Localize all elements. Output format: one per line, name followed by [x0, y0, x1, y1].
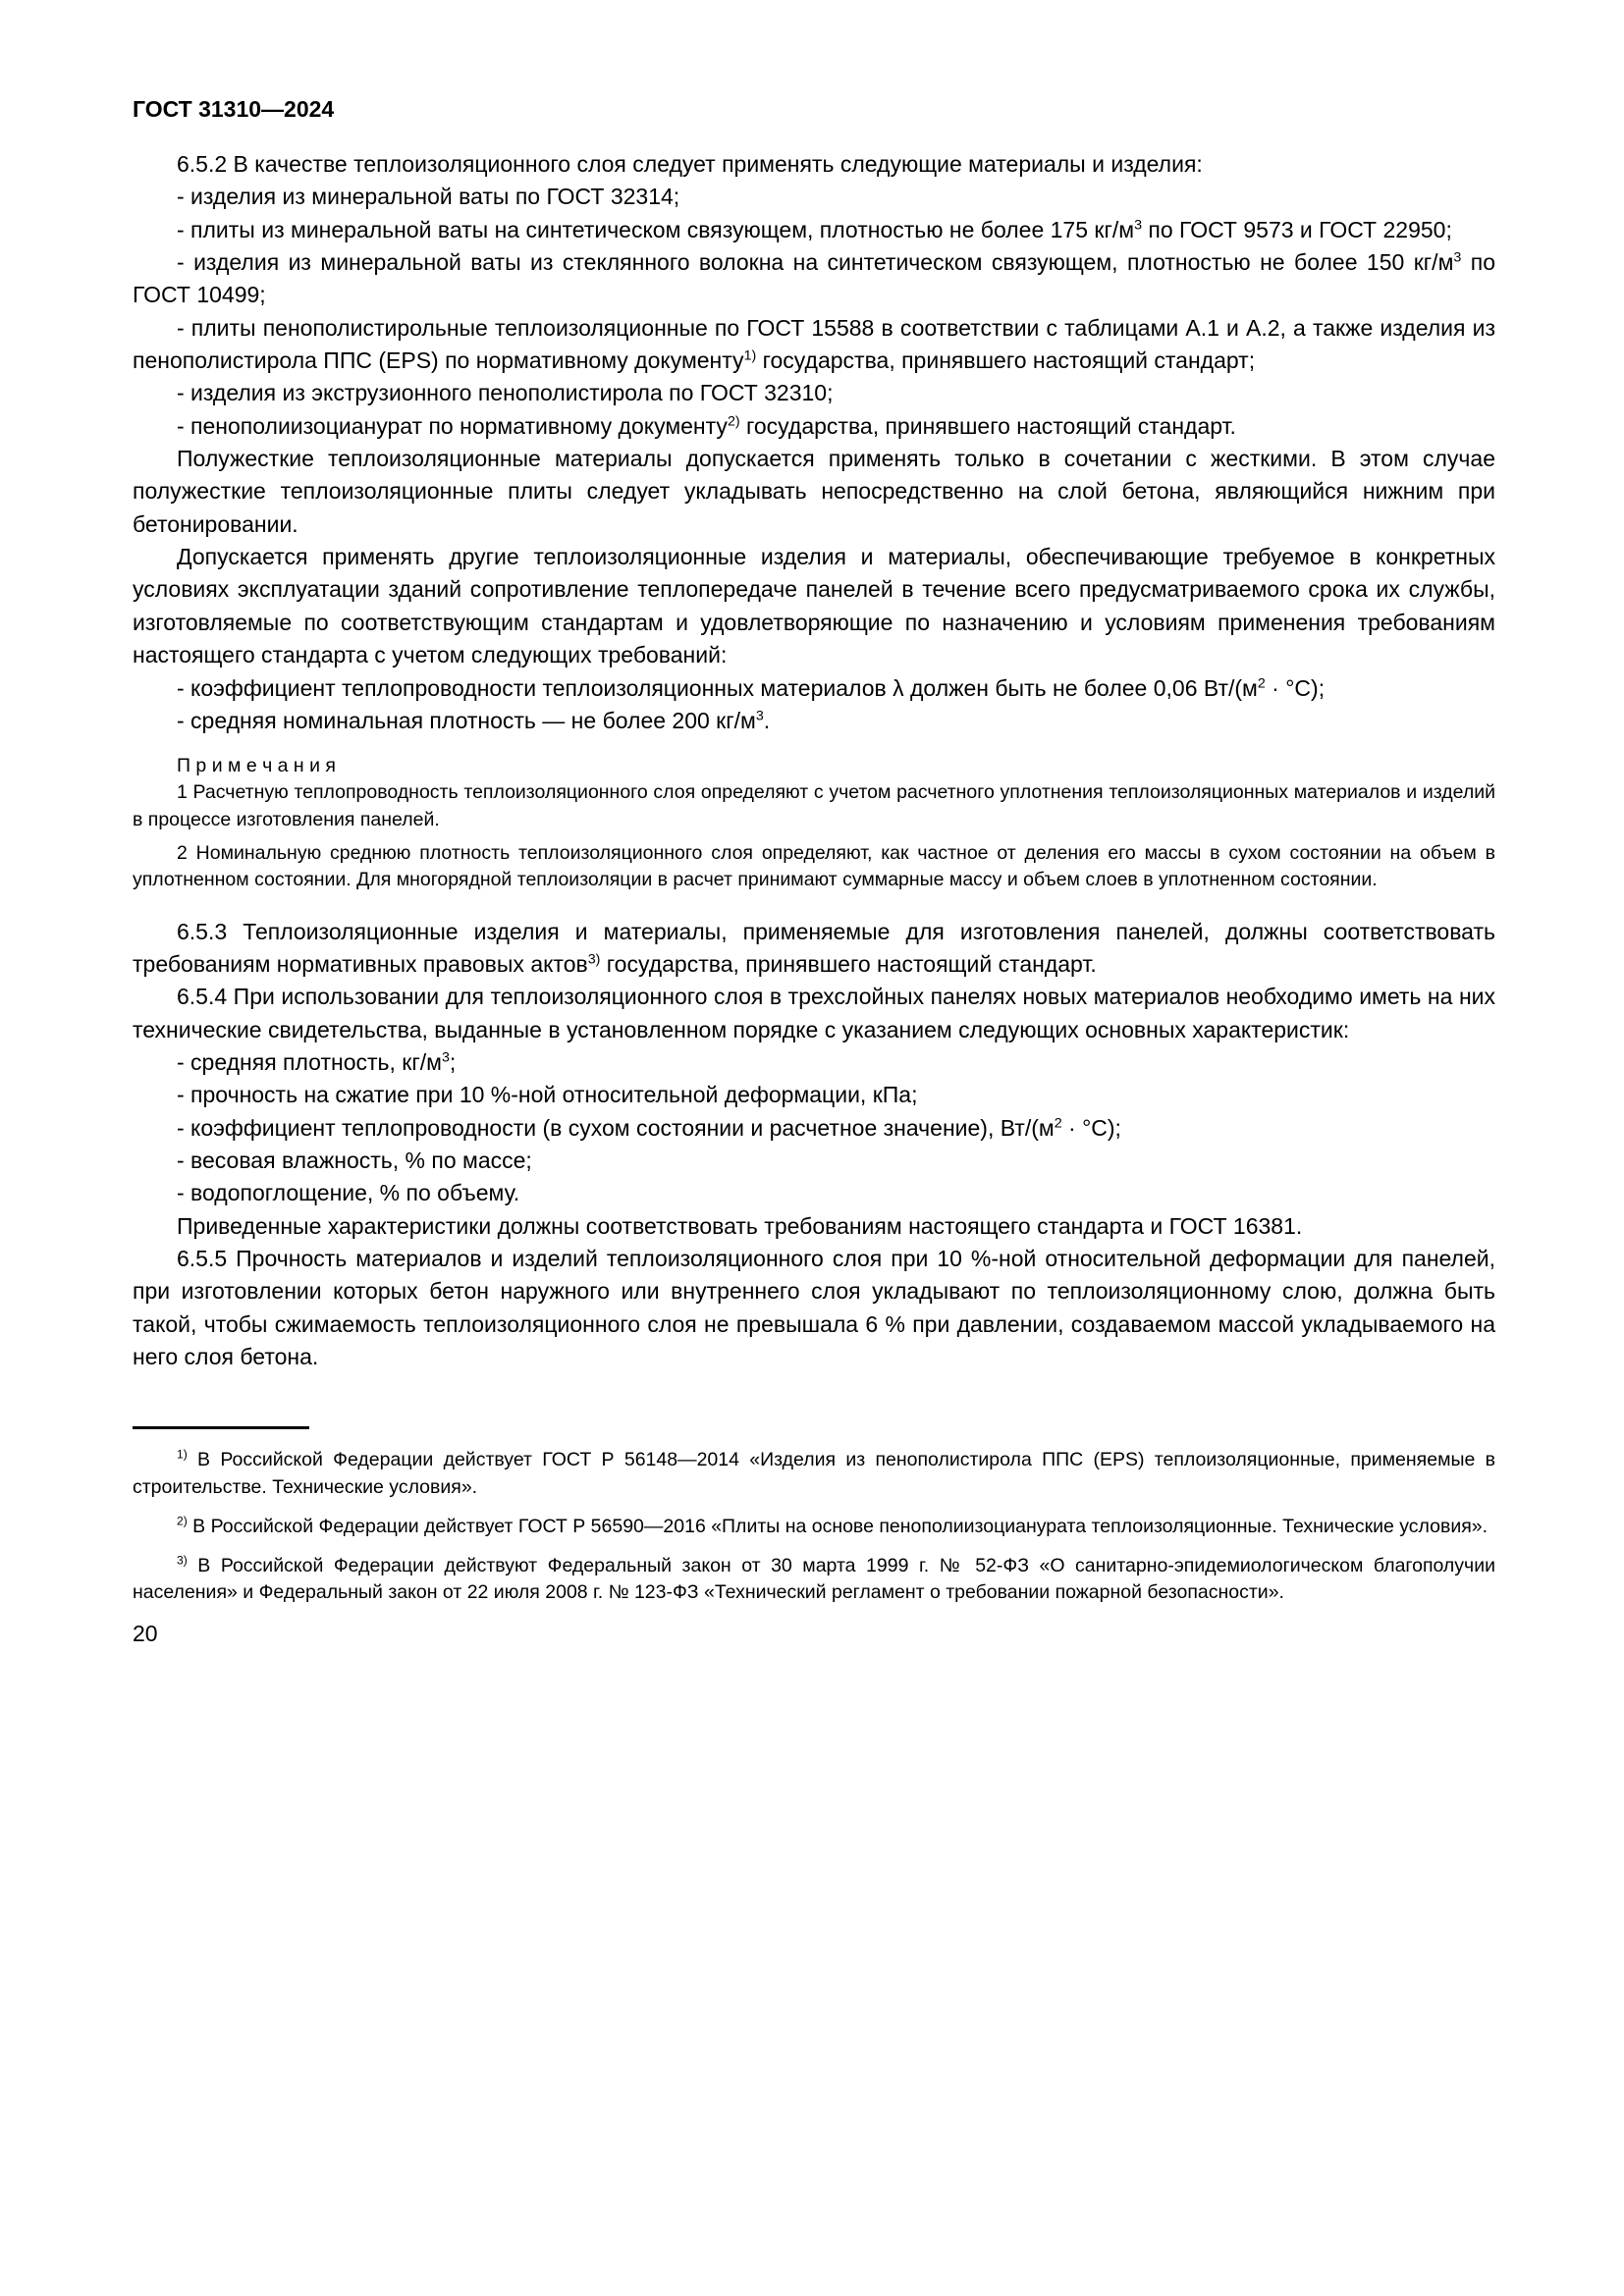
- text-run: - плиты из минеральной ваты на синтетическом связующем, плотностью не более 175 кг/м: [177, 216, 1135, 242]
- paragraph: [133, 705, 1495, 737]
- page-number: 20: [133, 1620, 158, 1646]
- text-run: В Российской Федерации действуют Федеральный закон от 30 марта 1999 г. № 52-ФЗ «О санитарно-эпидемиологическом благополучии населения» и Федеральный закон от 22 июля 2008 г. № 123-ФЗ «Технический регламент о требовании пожарной безопасности».: [133, 1554, 1495, 1604]
- text-run: 2 Номинальную среднюю плотность теплоизоляционного слоя определяют, как частное от деления его массы в сухом состоянии на объем в уплотненном состоянии. Для многорядной теплоизоляции в расчет принимают суммарные массу и объем слоев в уплотненном состоянии.: [133, 842, 1495, 891]
- text-run: - весовая влажность, % по массе;: [177, 1148, 532, 1174]
- footnote: [133, 1514, 1495, 1541]
- text-run: .: [763, 707, 771, 733]
- footnotes-section: [133, 1447, 1495, 1606]
- superscript: 3): [587, 951, 601, 968]
- paragraph: [133, 541, 1495, 671]
- paragraph: [133, 246, 1495, 312]
- text-run: · °С);: [1265, 674, 1326, 701]
- text-run: Допускается применять другие теплоизоляционные изделия и материалы, обеспечивающие требуемое в конкретных условиях эксплуатации зданий сопротивление теплопередаче панелей в течение всего предусматриваемого срока их службы, изготовляемые по соответствующим стандартам и удовлетворяющие по назначению и условиям применения требованиям настоящего стандарта с учетом следующих требований:: [133, 544, 1495, 668]
- text-run: 6.5.4 При использовании для теплоизоляционного слоя в трехслойных панелях новых материалов необходимо иметь на них технические свидетельства, выданные в установленном порядке с указанием следующих основных характеристик:: [133, 984, 1495, 1042]
- text-run: по ГОСТ 10499;: [133, 249, 1496, 308]
- paragraph: [133, 181, 1495, 213]
- paragraph: [133, 148, 1495, 181]
- superscript: 2: [1054, 1115, 1062, 1132]
- text-run: Полужесткие теплоизоляционные материалы допускается применять только в сочетании с жесткими. В этом случае полужесткие теплоизоляционные плиты следует укладывать непосредственно на слой бетона, являющийся нижним при бетонировании.: [133, 446, 1495, 537]
- text-run: 6.5.2 В качестве теплоизоляционного слоя следует применять следующие материалы и изделия:: [177, 151, 1203, 177]
- text-run: - средняя номинальная плотность — не более 200 кг/м: [177, 707, 756, 733]
- superscript: 1): [743, 347, 757, 364]
- paragraph: [133, 753, 1495, 779]
- text-run: - пенополиизоцианурат по нормативному документу: [177, 412, 728, 439]
- text-run: 6.5.5 Прочность материалов и изделий теплоизоляционного слоя при 10 %-ной относительной деформации для панелей, при изготовлении которых бетон наружного или внутреннего слоя укладывают по теплоизоляционному слою, должна быть такой, чтобы сжимаемость теплоизоляционного слоя не превышала 6 % при давлении, создаваемом массой укладываемого на него слоя бетона.: [133, 1246, 1495, 1370]
- superscript: 3): [177, 1553, 188, 1568]
- footnote: [133, 1553, 1495, 1607]
- text-run: - изделия из минеральной ваты по ГОСТ 32314;: [177, 184, 680, 210]
- paragraph: [133, 1112, 1495, 1145]
- superscript: 2): [177, 1514, 188, 1528]
- footnote: [133, 1447, 1495, 1501]
- text-run: - коэффициент теплопроводности (в сухом состоянии и расчетное значение), Вт/(м: [177, 1114, 1055, 1141]
- text-run: государства, принявшего настоящий стандарт;: [756, 347, 1256, 374]
- paragraph: [133, 377, 1495, 409]
- paragraph: [133, 214, 1495, 246]
- paragraph: [133, 840, 1495, 894]
- document-header: ГОСТ 31310—2024: [133, 96, 335, 122]
- paragraph: [133, 1210, 1495, 1243]
- text-run: - средняя плотность, кг/м: [177, 1049, 442, 1076]
- text-run: ;: [449, 1049, 457, 1076]
- superscript: 1): [177, 1447, 188, 1462]
- paragraph: [133, 1079, 1495, 1111]
- text-run: - изделия из минеральной ваты из стеклянного волокна на синтетическом связующем, плотностью не более 150 кг/м: [177, 249, 1454, 276]
- text-run: В Российской Федерации действует ГОСТ Р 56148—2014 «Изделия из пенополистирола ППС (EPS) теплоизоляционные, применяемые в строительстве. Технические условия».: [133, 1449, 1495, 1499]
- text-run: 1 Расчетную теплопроводность теплоизоляционного слоя определяют с учетом расчетного уплотнения теплоизоляционных материалов и изделий в процессе изготовления панелей.: [133, 781, 1495, 830]
- paragraph: [133, 1145, 1495, 1177]
- text-run: Приведенные характеристики должны соответствовать требованиям настоящего стандарта и ГОСТ 16381.: [177, 1212, 1303, 1239]
- text-run: 6.5.3 Теплоизоляционные изделия и материалы, применяемые для изготовления панелей, должны соответствовать требованиям нормативных правовых актов: [133, 918, 1495, 978]
- paragraph: [133, 312, 1495, 378]
- text-run: - прочность на сжатие при 10 %-ной относительной деформации, кПа;: [177, 1082, 918, 1108]
- paragraph: [133, 779, 1495, 833]
- superscript: 3: [1134, 217, 1142, 234]
- paragraph: [133, 1046, 1495, 1079]
- text-run: В Российской Федерации действует ГОСТ Р 56590—2016 «Плиты на основе пенополиизоцианурата теплоизоляционные. Технические условия».: [187, 1515, 1489, 1537]
- paragraph: [133, 1243, 1495, 1373]
- superscript: 3: [1453, 249, 1462, 266]
- paragraph: [133, 981, 1495, 1046]
- text-run: - коэффициент теплопроводности теплоизоляционных материалов λ должен быть не более 0,06 Вт/(м: [177, 674, 1258, 701]
- superscript: 3: [755, 708, 764, 724]
- text-run: - плиты пенополистирольные теплоизоляционные по ГОСТ 15588 в соответствии с таблицами А.1 и А.2, а также изделия из пенополистирола ППС (EPS) по нормативному документу: [133, 314, 1495, 374]
- paragraph: [133, 410, 1495, 443]
- paragraph: [133, 672, 1495, 705]
- text-run: · °С);: [1061, 1114, 1121, 1141]
- text-run: П р и м е ч а н и я: [177, 755, 336, 777]
- text-run: по ГОСТ 9573 и ГОСТ 22950;: [1142, 216, 1452, 242]
- text-run: - изделия из экструзионного пенополистирола по ГОСТ 32310;: [177, 380, 834, 406]
- paragraph: [133, 916, 1495, 982]
- text-run: - водопоглощение, % по объему.: [177, 1180, 520, 1206]
- superscript: 2: [1257, 674, 1266, 691]
- text-run: государства, принявшего настоящий стандарт.: [600, 951, 1097, 978]
- text-run: государства, принявшего настоящий стандарт.: [739, 412, 1236, 439]
- superscript: 2): [727, 413, 740, 430]
- paragraph: [133, 443, 1495, 541]
- body-text: [133, 148, 1495, 1373]
- superscript: 3: [441, 1049, 450, 1066]
- footnote-separator: [133, 1426, 309, 1429]
- paragraph: [133, 1177, 1495, 1209]
